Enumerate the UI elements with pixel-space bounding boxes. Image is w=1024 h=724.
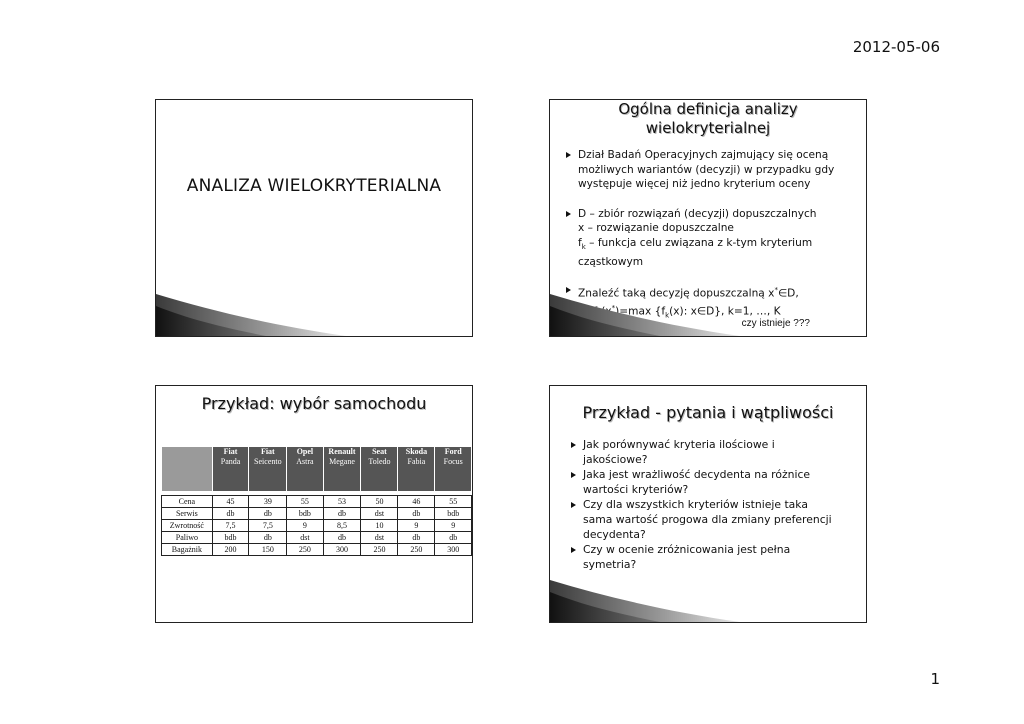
row-label: Bagażnik (162, 544, 213, 556)
bullet-line: możliwych wariantów (decyzji) w przypadku gdy (578, 163, 835, 176)
table-cell: db (398, 508, 435, 520)
bullet-line: Dział Badań Operacyjnych zajmujący się oceną (578, 149, 829, 161)
slide-heading: Przykład: wybór samochodu (201, 394, 427, 413)
page-date: 2012-05-06 (852, 38, 940, 56)
table-cell: 7,5 (249, 520, 287, 532)
bullet-arrow-icon (566, 211, 571, 217)
row-label: Paliwo (162, 532, 213, 544)
slide-heading (550, 100, 866, 138)
table-cell: 55 (435, 496, 472, 508)
slide-decoration (550, 572, 867, 622)
table-cell: bdb (212, 532, 249, 544)
bullet-line: cząstkowym (578, 255, 644, 268)
table-cell: 46 (398, 496, 435, 508)
column-header: Renault Megane (323, 447, 361, 492)
slide-4 (549, 385, 867, 623)
bullet-line: wartości kryteriów? (583, 482, 689, 496)
table-cell: 200 (212, 544, 249, 556)
column-header: Fiat Seicento (249, 447, 287, 492)
bullet-line: decydenta? (583, 527, 646, 541)
page-number: 1 (930, 670, 940, 688)
bullet-arrow-icon (571, 442, 576, 448)
table-cell: db (398, 532, 435, 544)
table-cell: db (212, 508, 249, 520)
table-cell: db (249, 532, 287, 544)
table-cell: 10 (361, 520, 398, 532)
bullet-arrow-icon (571, 472, 576, 478)
table-cell: 9 (435, 520, 472, 532)
slide-note: czy istnieje ??? (741, 318, 810, 329)
table-cell: dst (361, 508, 398, 520)
column-header: Seat Toledo (361, 447, 398, 492)
table-cell: dst (361, 532, 398, 544)
bullet-line: Jaka jest wrażliwość decydenta na różnice (583, 468, 811, 482)
cars-table (161, 446, 472, 556)
heading-line: Ogólna definicja analizy (618, 100, 798, 118)
bullet-item (566, 148, 862, 192)
table-cell: bdb (287, 508, 323, 520)
slide-heading: Przykład - pytania i wątpliwości (582, 403, 834, 422)
bullet-arrow-icon (571, 547, 576, 553)
bullet-item (571, 468, 857, 497)
table-cell: 8,5 (323, 520, 361, 532)
table-cell: 9 (287, 520, 323, 532)
table-cell: 250 (398, 544, 435, 556)
bullet-line: $f_k$ – funkcja celu związana z k-tym kryterium (578, 236, 813, 252)
bullet-line: występuje więcej niż jedno kryterium oceny (578, 178, 811, 191)
bullet-item (566, 207, 862, 269)
bullet-line: symetria? (583, 557, 637, 571)
column-header: Skoda Fabia (398, 447, 435, 492)
table-row (162, 508, 472, 520)
bullet-line: D – zbiór rozwiązań (decyzji) dopuszczalnych (578, 207, 817, 220)
row-label: Serwis (162, 508, 213, 520)
bullet-line: sama wartość progowa dla zmiany preferencji (583, 512, 832, 526)
slide-1 (155, 99, 473, 337)
slide-title: ANALIZA WIELOKRYTERIALNA (186, 176, 442, 196)
table-row (162, 544, 472, 556)
bullet-line: jakościowe? (583, 452, 648, 466)
column-header: Ford Focus (435, 447, 472, 492)
table-cell: db (249, 508, 287, 520)
slide-2 (549, 99, 867, 337)
table-cell: db (323, 532, 361, 544)
table-cell: db (435, 532, 472, 544)
slide-3 (155, 385, 473, 623)
table-row (162, 520, 472, 532)
table-cell: 55 (287, 496, 323, 508)
column-header: Opel Astra (287, 447, 323, 492)
bullet-line: *)=max {$f_k(x)$: x∈D}, k=1, …, K (611, 304, 781, 321)
table-cell: 300 (435, 544, 472, 556)
table-cell: 7,5 (212, 520, 249, 532)
slide-decoration (550, 286, 867, 336)
bullet-arrow-icon (566, 152, 571, 158)
table-cell: 9 (398, 520, 435, 532)
table-row (162, 532, 472, 544)
table-cell: 250 (361, 544, 398, 556)
table-cell: 45 (212, 496, 249, 508)
table-corner (162, 447, 213, 492)
table-cell: db (323, 508, 361, 520)
row-label: Cena (162, 496, 213, 508)
table-cell: bdb (435, 508, 472, 520)
bullet-arrow-icon (571, 502, 576, 508)
bullet-list (571, 438, 857, 573)
bullet-line: Czy w ocenie zróżnicowania jest pełna (583, 543, 791, 557)
slide-decoration (156, 286, 473, 336)
bullet-line: Czy dla wszystkich kryteriów istnieje taka (583, 498, 808, 512)
bullet-item (571, 543, 857, 572)
table-cell: 150 (249, 544, 287, 556)
bullet-line: x – rozwiązanie dopuszczalne (578, 222, 734, 235)
bullet-line: Znaleźć taką decyzję dopuszczalną x*∈D, (578, 286, 799, 300)
table-row (162, 496, 472, 508)
table-cell: 50 (361, 496, 398, 508)
table-cell: 39 (249, 496, 287, 508)
column-header: Fiat Panda (212, 447, 249, 492)
table-cell: 250 (287, 544, 323, 556)
bullet-item (571, 498, 857, 542)
table-cell: 53 (323, 496, 361, 508)
bullet-line: Jak porównywać kryteria ilościowe i (583, 438, 775, 451)
heading-line: wielokryterialnej (645, 119, 771, 137)
table-cell: 300 (323, 544, 361, 556)
bullet-item (571, 438, 857, 467)
row-label: Zwrotność (162, 520, 213, 532)
table-header-row (162, 447, 472, 492)
table-cell: dst (287, 532, 323, 544)
